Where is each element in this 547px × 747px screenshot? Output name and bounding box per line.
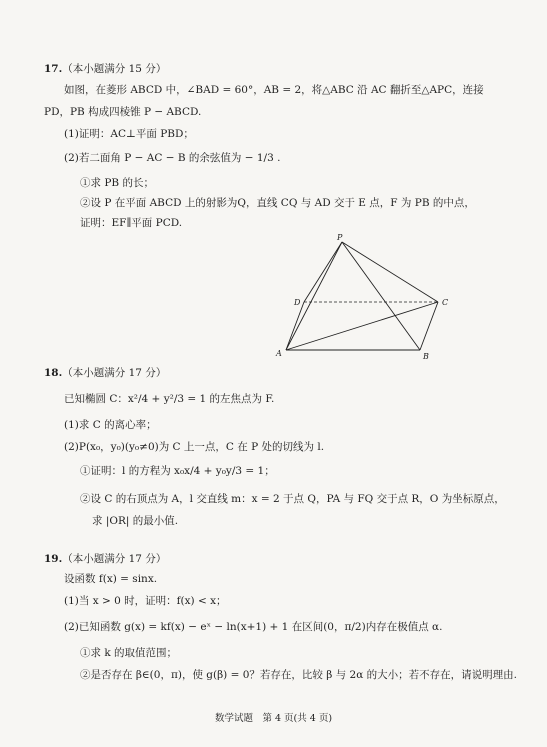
page-footer: 数学试题 第 4 页(共 4 页) [214,713,333,724]
q18-line-1: 已知椭圆 C：x²/4 + y²/3 = 1 的左焦点为 F. [64,393,275,405]
q19-line-4: ①求 k 的取值范围； [80,647,178,659]
q17-score: （本小题满分 15 分） [62,63,167,75]
q18-line-4: ①证明：l 的方程为 x₀x/4 + y₀y/3 = 1； [80,465,275,477]
q19-line-5: ②是否存在 β∈(0，π)，使 g(β) = 0？若存在，比较 β 与 2α 的大小；若不存在，请说明理由. [80,669,517,681]
pyramid-figure [270,232,470,362]
edge-bc [420,302,438,350]
label-p: P [337,233,343,242]
q17-line-4: (2)若二面角 P − AC − B 的余弦值为 − 1/3 . [64,152,281,164]
label-d: D [294,298,301,307]
q18-number: 18. [44,367,63,379]
q18-header [44,366,166,380]
q17-line-3: (1)证明：AC⊥平面 PBD； [64,128,194,140]
edge-pb [342,242,420,350]
q17-line-5: ①求 PB 的长； [80,177,154,189]
q19-header [44,552,166,566]
q17-number: 17. [44,63,63,75]
q17-header [44,62,166,76]
q17-line-1: 如图，在菱形 ABCD 中，∠BAD = 60°，AB = 2，将△ABC 沿 AC 翻折至△APC，连接 [64,84,484,96]
q17-line-6: ②设 P 在平面 ABCD 上的射影为Q，直线 CQ 与 AD 交于 E 点，F 为 PB 的中点， [80,197,475,209]
edge-pc [342,242,438,302]
q18-score: （本小题满分 17 分） [62,367,167,379]
edge-pa [286,242,342,350]
q19-score: （本小题满分 17 分） [62,553,167,565]
q18-line-3: (2)P(x₀，y₀)(y₀≠0)为 C 上一点，C 在 P 处的切线为 l. [64,441,325,453]
q17-line-2: PD，PB 构成四棱锥 P − ABCD. [44,106,202,118]
q18-line-6: 求 |OR| 的最小值. [92,515,179,527]
label-c: C [442,298,449,307]
q18-line-5: ②设 C 的右顶点为 A，l 交直线 m：x = 2 于点 Q，PA 与 FQ 交于点 R，O 为坐标原点， [80,493,505,505]
q19-line-2: (1)当 x > 0 时，证明：f(x) < x； [64,595,227,607]
q18-line-2: (1)求 C 的离心率； [64,419,157,431]
q19-number: 19. [44,553,63,565]
label-b: B [423,352,429,361]
q19-line-1: 设函数 f(x) = sinx. [64,573,158,585]
edge-ad [286,302,304,350]
q19-line-3: (2)已知函数 g(x) = kf(x) − eˣ − ln(x+1) + 1 在区间(0，π/2)内存在极值点 α. [64,621,443,633]
q17-line-7: 证明：EF∥平面 PCD. [80,217,183,229]
edge-pd [304,242,342,302]
label-a: A [276,349,282,358]
